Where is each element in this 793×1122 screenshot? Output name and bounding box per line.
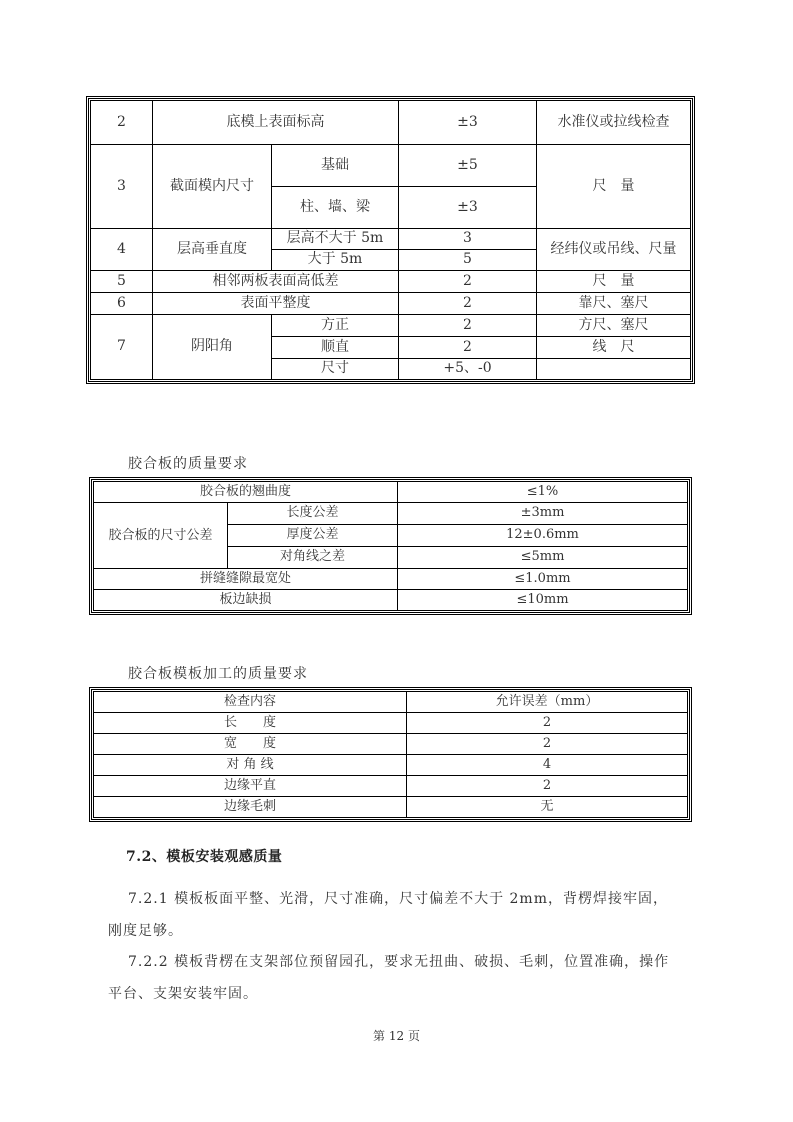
table-row — [91, 101, 691, 145]
plywood-processing-table — [93, 691, 688, 818]
row-number: 5 — [91, 271, 153, 293]
sub-item: 层高不大于 5m — [272, 229, 399, 250]
row-number: 4 — [91, 229, 153, 271]
requirement-value: 12±0.6mm — [398, 525, 688, 547]
plywood-processing-table-frame — [89, 687, 692, 822]
tolerance-value: 3 — [399, 229, 537, 250]
sub-item: 方正 — [272, 315, 399, 337]
check-item: 对 角 线 — [94, 755, 407, 776]
table-row — [94, 776, 688, 797]
column-header-item: 检查内容 — [94, 692, 407, 713]
check-item: 长 度 — [94, 713, 407, 734]
sub-item: 尺寸 — [272, 359, 399, 380]
tolerance-value: 2 — [399, 315, 537, 337]
inspection-method — [537, 359, 691, 380]
paragraph-7-2-2: 7.2.2 模板背楞在支架部位预留园孔，要求无扭曲、破损、毛刺，位置准确，操作平台、支架安装牢固。 — [108, 954, 670, 1002]
plywood-quality-caption: 胶合板的质量要求 — [128, 456, 248, 472]
requirement-label: 板边缺损 — [94, 590, 398, 611]
inspection-method: 线 尺 — [537, 337, 691, 359]
table-row — [91, 145, 691, 187]
inspection-method: 尺 量 — [537, 145, 691, 229]
tolerance-value: 2 — [399, 293, 537, 315]
formwork-tolerance-table — [90, 100, 691, 380]
formwork-tolerance-table-frame — [86, 96, 695, 384]
column-header-tolerance: 允许误差（mm） — [407, 692, 688, 713]
item-name: 表面平整度 — [153, 293, 399, 315]
sub-item: 基础 — [272, 145, 399, 187]
table-row — [94, 482, 688, 503]
table-row — [94, 755, 688, 776]
requirement-value: ±3mm — [398, 503, 688, 525]
table-row — [94, 734, 688, 755]
requirement-value: ≤10mm — [398, 590, 688, 611]
row-number: 3 — [91, 145, 153, 229]
sub-item: 柱、墙、梁 — [272, 187, 399, 229]
plywood-processing-caption: 胶合板模板加工的质量要求 — [128, 666, 308, 682]
requirement-label: 对角线之差 — [228, 547, 398, 569]
requirement-label: 拼缝缝隙最宽处 — [94, 569, 398, 590]
sub-item: 顺直 — [272, 337, 399, 359]
requirement-value: ≤1% — [398, 482, 688, 503]
table-header-row — [94, 692, 688, 713]
item-name: 层高垂直度 — [153, 229, 272, 271]
table-row — [94, 797, 688, 818]
table-row — [94, 713, 688, 734]
check-item: 边缘毛刺 — [94, 797, 407, 818]
tolerance-value: ±3 — [399, 101, 537, 145]
plywood-quality-table — [93, 481, 688, 611]
table-row — [91, 271, 691, 293]
item-name: 相邻两板表面高低差 — [153, 271, 399, 293]
section-heading: 7.2、模板安装观感质量 — [126, 849, 283, 865]
check-item: 边缘平直 — [94, 776, 407, 797]
row-number: 6 — [91, 293, 153, 315]
table-row — [94, 590, 688, 611]
tolerance-value: 2 — [407, 776, 688, 797]
inspection-method: 尺 量 — [537, 271, 691, 293]
tolerance-value: 2 — [399, 337, 537, 359]
inspection-method: 靠尺、塞尺 — [537, 293, 691, 315]
paragraph-7-2-1: 7.2.1 模板板面平整、光滑，尺寸准确，尺寸偏差不大于 2mm，背楞焊接牢固，刚度足够。 — [108, 891, 668, 939]
table-row — [91, 293, 691, 315]
tolerance-value: 2 — [407, 713, 688, 734]
table-row — [94, 569, 688, 590]
requirement-label: 胶合板的翘曲度 — [94, 482, 398, 503]
item-name: 底模上表面标高 — [153, 101, 399, 145]
sub-item: 大于 5m — [272, 250, 399, 271]
tolerance-value: 无 — [407, 797, 688, 818]
tolerance-value: +5、-0 — [399, 359, 537, 380]
requirement-group: 胶合板的尺寸公差 — [94, 503, 228, 569]
page-number: 第 12 页 — [373, 1029, 420, 1043]
row-number: 2 — [91, 101, 153, 145]
tolerance-value: ±5 — [399, 145, 537, 187]
requirement-label: 厚度公差 — [228, 525, 398, 547]
requirement-value: ≤1.0mm — [398, 569, 688, 590]
tolerance-value: ±3 — [399, 187, 537, 229]
row-number: 7 — [91, 315, 153, 380]
tolerance-value: 2 — [399, 271, 537, 293]
table-row — [94, 503, 688, 525]
item-name: 截面模内尺寸 — [153, 145, 272, 229]
inspection-method: 方尺、塞尺 — [537, 315, 691, 337]
requirement-label: 长度公差 — [228, 503, 398, 525]
plywood-quality-table-frame — [89, 477, 692, 615]
inspection-method: 水准仪或拉线检查 — [537, 101, 691, 145]
inspection-method: 经纬仪或吊线、尺量 — [537, 229, 691, 271]
tolerance-value: 4 — [407, 755, 688, 776]
table-row — [91, 315, 691, 337]
check-item: 宽 度 — [94, 734, 407, 755]
requirement-value: ≤5mm — [398, 547, 688, 569]
tolerance-value: 2 — [407, 734, 688, 755]
tolerance-value: 5 — [399, 250, 537, 271]
table-row — [91, 229, 691, 250]
item-name: 阴阳角 — [153, 315, 272, 380]
